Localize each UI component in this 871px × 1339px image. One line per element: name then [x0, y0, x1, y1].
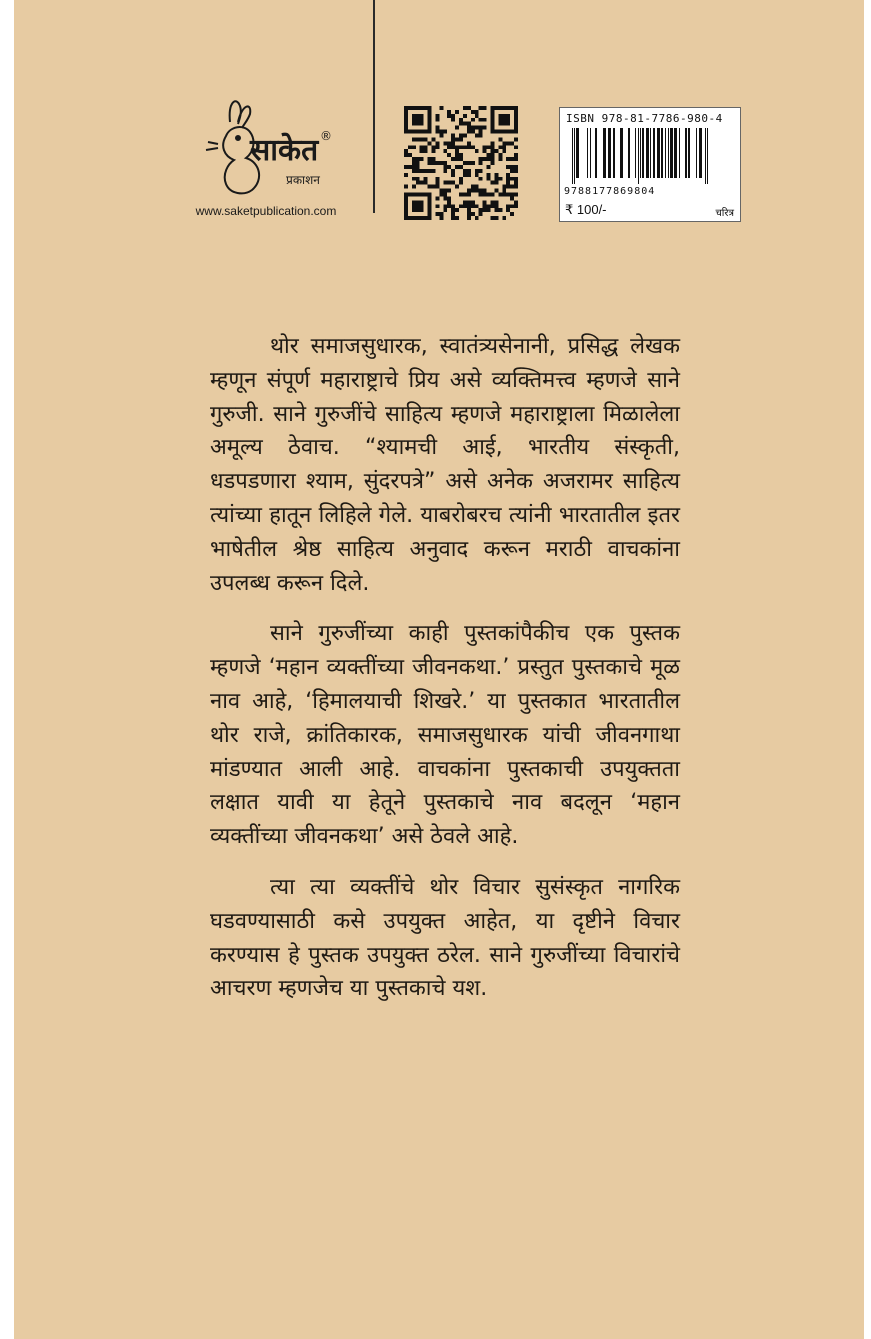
blurb-paragraph: थोर समाजसुधारक, स्वातंत्र्यसेनानी, प्रसिद्ध लेखक म्हणून संपूर्ण महाराष्ट्राचे प्रिय असे व्यक्तिमत्त्व म्हणजे साने गुरुजी. साने गुरुजींचे साहित्य म्हणजे महाराष्ट्राला मिळालेला अमूल्य ठेवाच. “श्यामची आई, भारतीय संस्कृती, धडपडणारा श्याम, सुंदरपत्रे” असे अनेक अजरामर साहित्य त्यांच्या हातून लिहिले गेले. याबरोबरच त्यांनी भारतातील इतर भाषेतील श्रेष्ठ साहित्य अनुवाद करून मराठी वाचकांना उपलब्ध करून दिले.	[210, 334, 680, 596]
book-category: चरित्र	[715, 208, 734, 219]
book-back-cover	[14, 0, 864, 1339]
blurb-paragraph: साने गुरुजींच्या काही पुस्तकांपैकीच एक पुस्तक म्हणजे ‘महान व्यक्तींच्या जीवनकथा.’ प्रस्तुत पुस्तकाचे मूळ नाव आहे, ‘हिमालयाची शिखरे.’ या पुस्तकात भारतातील थोर राजे, क्रांतिकारक, समाजसुधारक यांची जीवनगाथा मांडण्यात आली आहे. वाचकांना पुस्तकाची उपयुक्तता लक्षात यावी या हेतूने पुस्तकाचे नाव बदलून ‘महान व्यक्तींच्या जीवनकथा’ असे ठेवले आहे.	[210, 621, 680, 850]
logo-registered-mark: ®	[320, 129, 332, 143]
barcode-digits: 9788177869804	[564, 186, 656, 197]
isbn-barcode-label	[559, 107, 741, 222]
page-edge	[864, 0, 871, 1339]
isbn-number: ISBN 978-81-7786-980-4	[566, 112, 723, 125]
back-cover-blurb	[210, 330, 680, 1023]
logo-wordmark: साकेत	[250, 133, 319, 168]
barcode-icon	[570, 128, 710, 184]
publisher-logo	[200, 92, 350, 202]
blurb-paragraph: त्या त्या व्यक्तींचे थोर विचार सुसंस्कृत नागरिक घडवण्यासाठी कसे उपयुक्त आहेत, या दृष्टीने विचार करण्यास हे पुस्तक उपयुक्त ठरेल. साने गुरुजींच्या विचारांचे आचरण म्हणजेच या पुस्तकाचे यश.	[210, 874, 680, 1002]
logo-subtext: प्रकाशन	[286, 173, 320, 187]
price: ₹ 100/-	[565, 202, 607, 217]
qr-code-icon	[403, 106, 519, 220]
header-divider	[373, 0, 375, 213]
publisher-website: www.saketpublication.com	[195, 204, 337, 218]
